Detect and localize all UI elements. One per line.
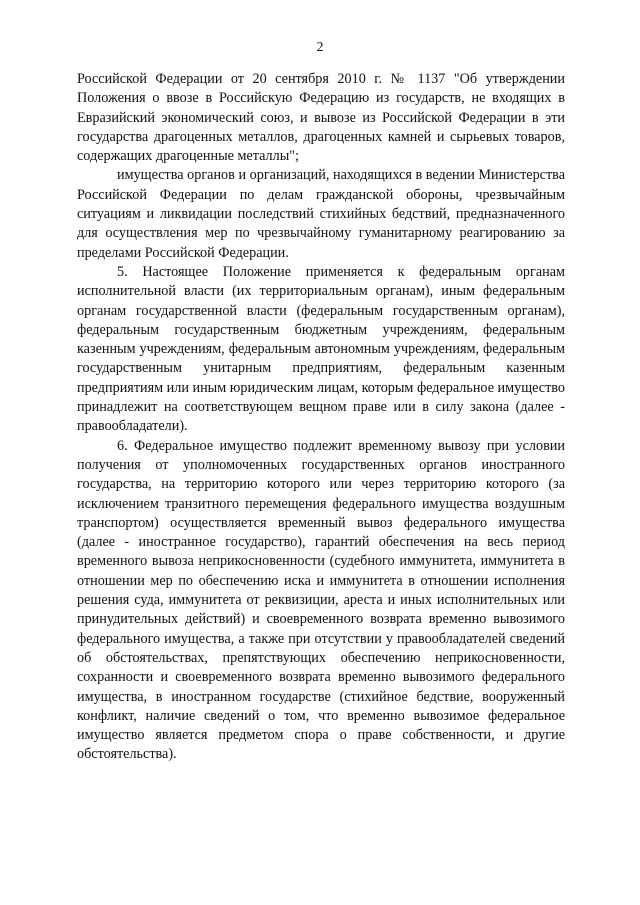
paragraph-clause-6: 6. Федеральное имущество подлежит временному вывозу при условии получения от уполномоченных государственных органов иностранного государства, на территорию которого или через территорию которого (за исключением транзитного перемещения федерального имущества воздушным транспортом) осуществляется временный вывоз федерального имущества (далее - иностранное государство), гарантий обеспечения на весь период временного вывоза неприкосновенности (судебного иммунитета, иммунитета в отношении мер по обеспечению иска и иммунитета в отношении исполнения решения суда, иммунитета от реквизиции, ареста и иных исполнительных или принудительных действий) и своевременного возврата временно вывозимого федерального имущества, а также при отсутствии у правообладателей сведений об обстоятельствах, препятствующих обеспечению неприкосновенности, сохранности и своевременного возврата временно вывозимого федерального имущества, в иностранном государстве (стихийное бедствие, вооруженный конфликт, наличие сведений о том, что временно вывозимое федеральное имущество является предметом спора о праве собственности, и другие обстоятельства).: [77, 437, 565, 763]
paragraph-continuation: Российской Федерации от 20 сентября 2010 г. № 1137 "Об утверждении Положения о ввозе в Российскую Федерацию из государств, не входящих в Евразийский экономический союз, и вывозе из Российской Федерации в эти государства драгоценных металлов, драгоценных камней и сырьевых товаров, содержащих драгоценные металлы";: [77, 71, 565, 165]
page-number: 2: [316, 40, 324, 55]
paragraph-emergency-property: имущества органов и организаций, находящихся в ведении Министерства Российской Федерации по делам гражданской обороны, чрезвычайным ситуациям и ликвидации последствий стихийных бедствий, предназначенного для осуществления мер по чрезвычайному гуманитарному реагированию за пределами Российской Федерации.: [77, 167, 565, 261]
paragraph-clause-5: 5. Настоящее Положение применяется к федеральным органам исполнительной власти (их территориальным органам), иным федеральным органам государственной власти (федеральным государственным органам), федеральным государственным бюджетным учреждениям, федеральным казенным учреждениям, федеральным автономным учреждениям, федеральным государственным унитарным предприятиям, федеральным казенным предприятиям или иным юридическим лицам, которым федеральное имущество принадлежит на соответствующем вещном праве или в силу закона (далее - правообладатели).: [77, 263, 565, 435]
document-body: [77, 70, 565, 765]
